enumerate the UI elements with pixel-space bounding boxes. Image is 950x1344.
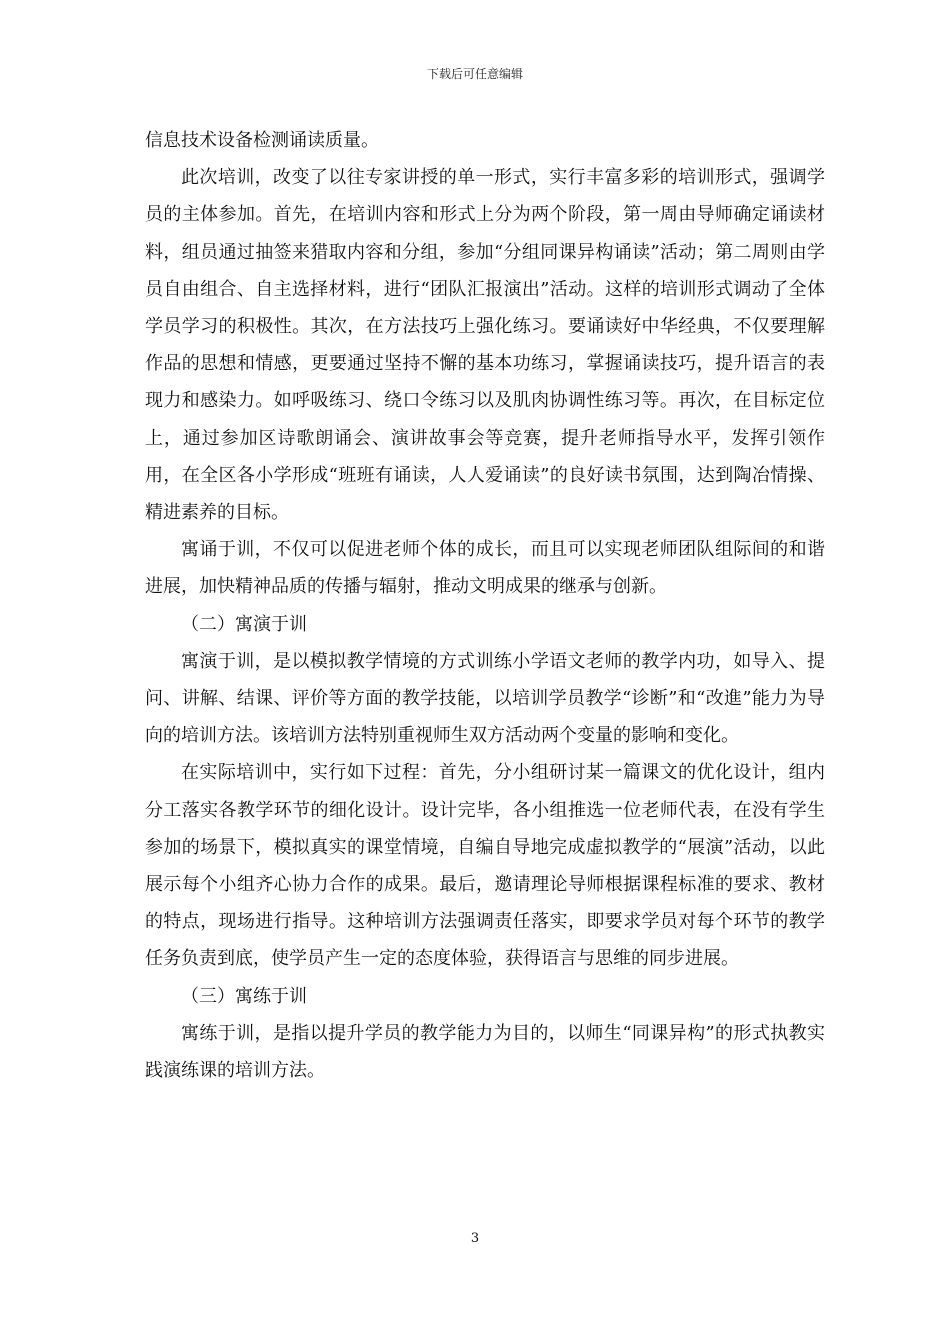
paragraph: 此次培训，改变了以往专家讲授的单一形式，实行丰富多彩的培训形式，强调学员的主体参加。首先，在培训内容和形式上分为两个阶段，第一周由导师确定诵读材料，组员通过抽签来猎取内容和分组，参加“分组同课异构诵读”活动；第二周则由学员自由组合、自主选择材料，进行“团队汇报演出”活动。这样的培训形式调动了全体学员学习的积极性。其次，在方法技巧上强化练习。要诵读好中华经典，不仅要理解作品的思想和情感，更要通过坚持不懈的基本功练习，掌握诵读技巧，提升语言的表现力和感染力。如呼吸练习、绕口令练习以及肌肉协调性练习等。再次，在目标定位上，通过参加区诗歌朗诵会、演讲故事会等竞赛，提升老师指导水平，发挥引领作用，在全区各小学形成“班班有诵读，人人爱诵读”的良好读书氛围，达到陶冶情操、精进素养的目标。 (145, 167, 825, 524)
paragraph: 在实际培训中，实行如下过程：首先，分小组研讨某一篇课文的优化设计，组内分工落实各教学环节的细化设计。设计完毕，各小组推选一位老师代表，在没有学生参加的场景下，模拟真实的课堂情境，自编自导地完成虚拟教学的“展演”活动，以此展示每个小组齐心协力合作的成果。最后，邀请理论导师根据课程标准的要求、教材的特点，现场进行指导。这种培训方法强调责任落实，即要求学员对每个环节的教学任务负责到底，使学员产生一定的态度体验，获得语言与思维的同步进展。 (145, 762, 825, 970)
paragraph: 寓演于训，是以模拟教学情境的方式训练小学语文老师的教学内功，如导入、提问、讲解、结课、评价等方面的教学技能，以培训学员教学“诊断”和“改進”能力为导向的培训方法。该培训方法特别重视师生双方活动两个变量的影响和变化。 (145, 650, 825, 747)
paragraph: 信息技术设备检测诵读质量。 (145, 130, 379, 151)
section-heading: （二）寓演于训 (181, 613, 307, 635)
page-header: 下载后可任意编辑 (426, 67, 523, 81)
paragraph: 寓诵于训，不仅可以促进老师个体的成长，而且可以实现老师团队组际间的和谐进展，加快精神品质的传播与辐射，推动文明成果的继承与创新。 (145, 539, 825, 598)
section-heading: （三）寓练于训 (181, 985, 307, 1007)
page-number: 3 (470, 1231, 480, 1246)
document-body (145, 122, 825, 1089)
paragraph: 寓练于训，是指以提升学员的教学能力为目的，以师生“同课异构”的形式执教实践演练课的培训方法。 (145, 1022, 825, 1082)
